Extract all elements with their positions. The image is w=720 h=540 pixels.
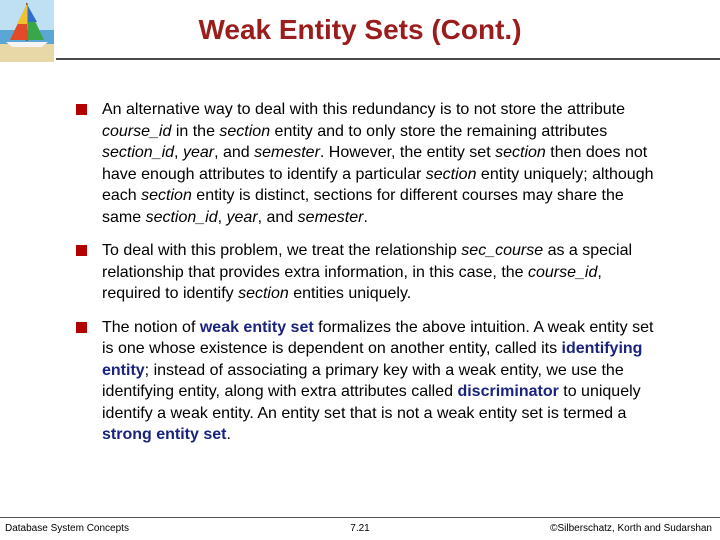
- text-run: ; instead of associating a primary key with a weak entity, we use the identifying entity, along with extra attributes called: [102, 361, 624, 400]
- attribute-name: section: [219, 122, 271, 140]
- attribute-name: sec_course: [461, 242, 544, 259]
- text-run: then does not have enough attributes to identify a particular: [102, 144, 648, 183]
- square-bullet-icon: [76, 322, 87, 333]
- attribute-name: semester: [297, 208, 364, 226]
- text-run: , and: [257, 208, 298, 226]
- bullet-text: [102, 319, 653, 444]
- text-run: as a special relationship that provides extra information, in this case, the: [102, 242, 633, 281]
- attribute-name: section: [425, 165, 477, 183]
- text-run: . However, the entity set: [319, 144, 496, 161]
- bullet-item: [76, 240, 654, 305]
- bullet-text: [102, 242, 632, 302]
- attribute-name: section_id: [102, 144, 175, 161]
- bullet-list: [76, 99, 654, 458]
- attribute-name: year: [226, 208, 258, 226]
- square-bullet-icon: [76, 245, 87, 256]
- text-run: entity and to only store the remaining attributes: [270, 122, 608, 140]
- slide-title: Weak Entity Sets (Cont.): [198, 14, 522, 45]
- text-run: .: [226, 426, 231, 443]
- text-run: , and: [214, 144, 255, 161]
- attribute-name: section: [495, 144, 546, 161]
- footer-page-number: 7.21: [350, 523, 370, 534]
- attribute-name: section: [238, 285, 289, 302]
- text-run: .: [363, 208, 368, 226]
- text-run: , required to identify: [102, 263, 602, 302]
- text-run: An alternative way to deal with this redundancy is to not store the attribute: [102, 101, 625, 118]
- title-divider: [56, 58, 720, 60]
- bullet-text: [102, 101, 653, 226]
- text-run: to uniquely identify a weak entity. An entity set that is not a weak entity set is termed a: [102, 383, 641, 422]
- attribute-name: section_id: [145, 208, 218, 226]
- text-run: formalizes the above intuition. A weak entity set is one whose existence is dependent on another entity, called its: [102, 318, 654, 357]
- key-term: weak entity set: [199, 318, 314, 336]
- attribute-name: section: [141, 187, 192, 204]
- text-run: ,: [217, 208, 227, 226]
- text-run: To deal with this problem, we treat the relationship: [102, 242, 462, 259]
- attribute-name: semester: [254, 144, 320, 161]
- text-run: entity is distinct, sections for different courses may share the same: [102, 187, 624, 226]
- footer-copyright: ©Silberschatz, Korth and Sudarshan: [550, 523, 712, 534]
- attribute-name: year: [182, 144, 215, 161]
- text-run: in the: [171, 122, 220, 140]
- text-run: entity uniquely; although each: [102, 165, 654, 204]
- attribute-name: course_id: [528, 263, 598, 281]
- key-term: identifying entity: [102, 340, 643, 379]
- key-term: strong entity set: [102, 426, 227, 443]
- key-term: discriminator: [457, 383, 559, 400]
- text-run: ,: [174, 144, 183, 161]
- square-bullet-icon: [76, 104, 87, 115]
- bullet-item: [76, 99, 654, 228]
- attribute-name: course_id: [102, 122, 172, 140]
- footer-divider: [0, 517, 720, 518]
- bullet-item: [76, 317, 654, 446]
- text-run: entities uniquely.: [288, 285, 412, 302]
- text-run: The notion of: [102, 318, 200, 336]
- footer-course: Database System Concepts: [5, 523, 129, 534]
